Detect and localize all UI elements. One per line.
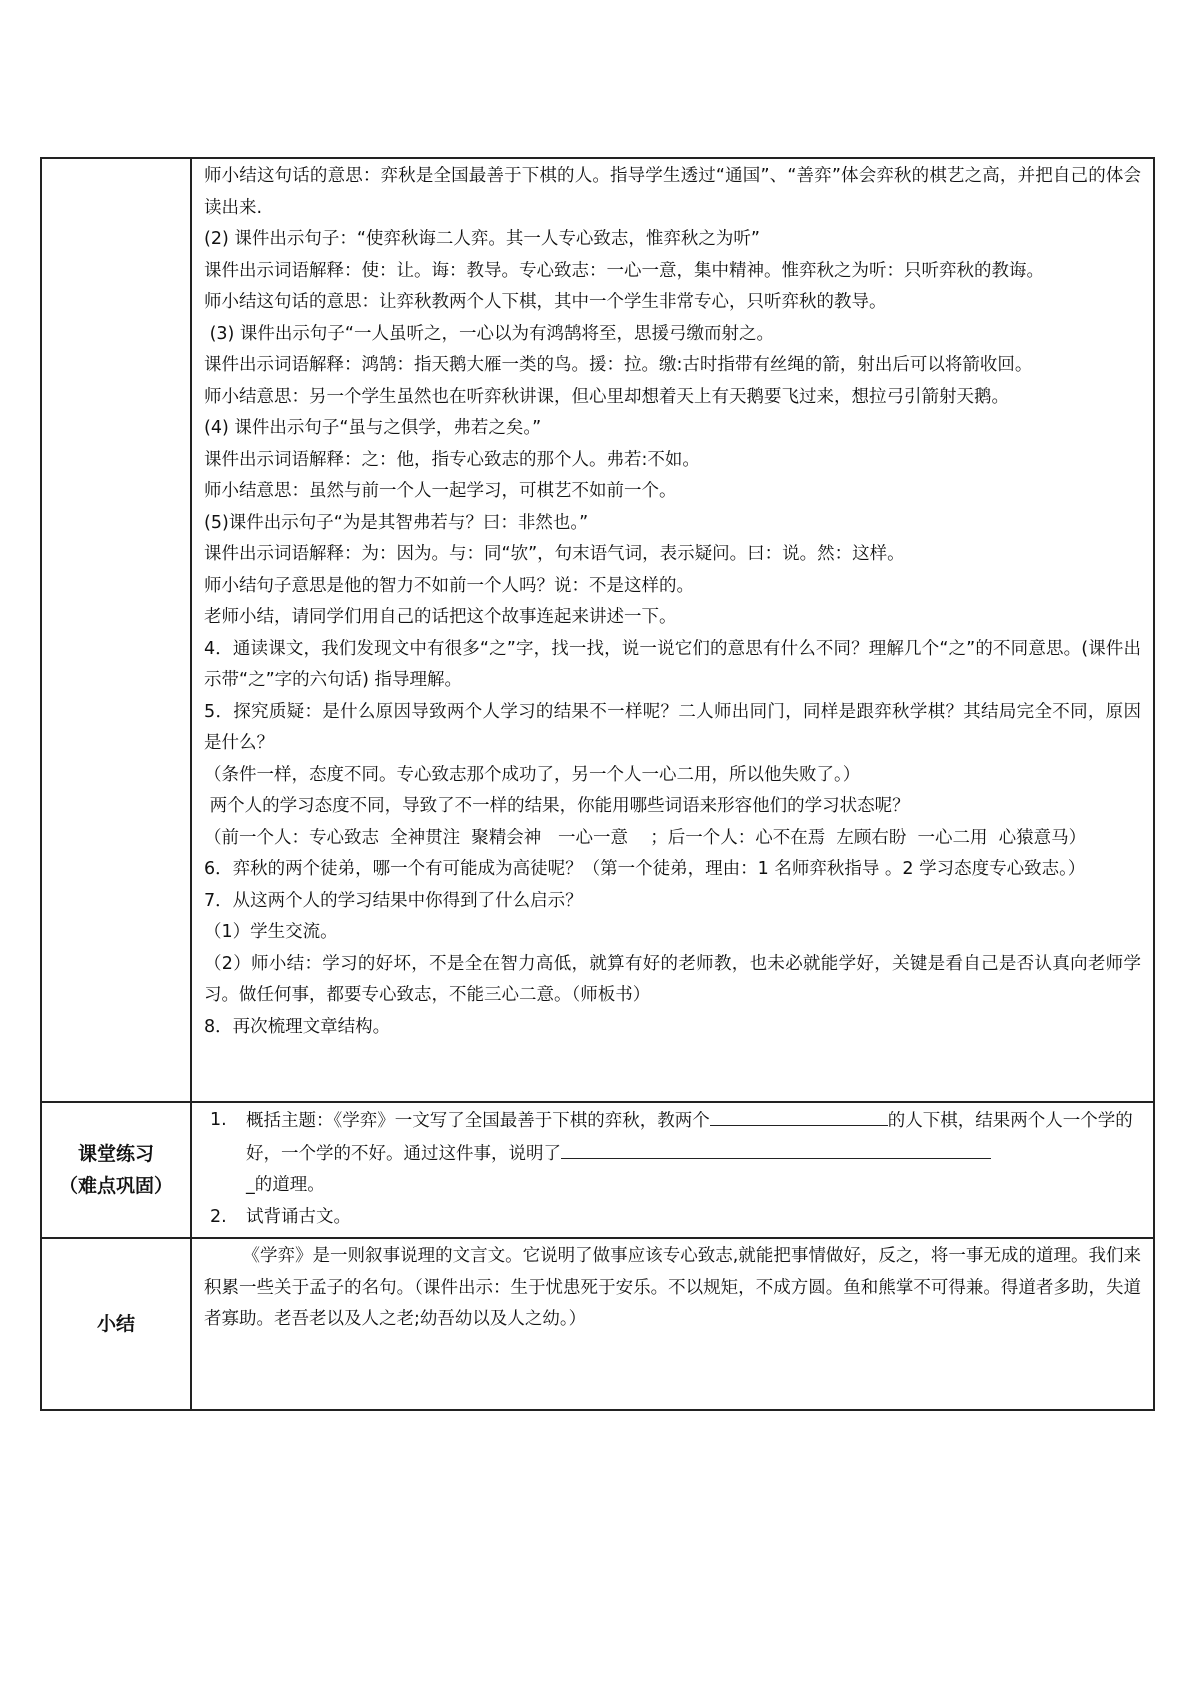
- practice-label: 课堂练习: [77, 1143, 154, 1165]
- exercise-number: 2.: [210, 1206, 227, 1227]
- content-line: 两个人的学习态度不同，导致了不一样的结果，你能用哪些词语来形容他们的学习状态呢？: [204, 796, 910, 816]
- content-line: （条件一样，态度不同。专心致志那个成功了，另一个人一心二用，所以他失败了。）: [204, 764, 861, 785]
- content-line: 课件出示词语解释：为：因为。与：同“欤”，句末语气词，表示疑问。曰：说。然：这样。: [204, 544, 905, 564]
- content-line: 5．探究质疑：是什么原因导致两个人学习的结果不一样呢？二人师出同门，同样是跟弈秋学棋？其结局完全不同，原因是什么？: [204, 701, 1141, 753]
- lesson-plan-table: [40, 157, 1155, 1411]
- content-line: 老师小结，请同学们用自己的话把这个故事连起来讲述一下。: [204, 607, 677, 627]
- content-line: 6．弈秋的两个徒弟，哪一个有可能成为高徒呢？（第一个徒弟，理由：1 名师弈秋指导 。2 学习态度专心致志。）: [204, 859, 1086, 879]
- process-row: [41, 158, 1154, 1102]
- process-label-cell: [41, 158, 191, 1102]
- practice-content-cell: [191, 1102, 1154, 1238]
- content-line: 师小结意思：另一个学生虽然也在听弈秋讲课，但心里却想着天上有天鹅要飞过来，想拉弓引箭射天鹅。: [204, 386, 1009, 407]
- exercise-text-part: 概括主题：《学弈》一文写了全国最善于下棋的弈秋，教两个: [246, 1111, 710, 1131]
- fill-blank[interactable]: [561, 1138, 991, 1159]
- content-line: 8．再次梳理文章结构。: [204, 1016, 391, 1037]
- content-line: 师小结这句话的意思：让弈秋教两个人下棋，其中一个学生非常专心，只听弈秋的教导。: [204, 292, 887, 312]
- content-line: （2）师小结：学习的好坏，不是全在智力高低，就算有好的老师教，也未必就能学好，关键是看自己是否认真向老师学习。做任何事，都要专心致志，不能三心二意。（师板书）: [204, 953, 1141, 1005]
- content-line: 课件出示词语解释：之：他，指专心致志的那个人。弗若:不如。: [204, 449, 700, 470]
- fill-blank[interactable]: [710, 1105, 888, 1126]
- practice-sublabel: （难点巩固）: [58, 1175, 173, 1197]
- content-line: 师小结这句话的意思：弈秋是全国最善于下棋的人。指导学生透过“通国”、“善弈”体会弈秋的棋艺之高，并把自己的体会读出来.: [204, 166, 1141, 218]
- exercise-text-part: _的道理。: [246, 1175, 325, 1195]
- practice-label-cell: [41, 1102, 191, 1238]
- exercise-text: 试背诵古文。: [246, 1206, 351, 1227]
- process-content-cell: [191, 158, 1154, 1102]
- summary-label-cell: [41, 1238, 191, 1410]
- summary-text: 《学弈》是一则叙事说理的文言文。它说明了做事应该专心致志,就能把事情做好，反之，将一事无成的道理。我们来积累一些关于孟子的名句。（课件出示：生于忧患死于安乐。不以规矩，不成方圆。鱼和熊掌不可得兼。得道者多助，失道者寡助。老吾老以及人之老;幼吾幼以及人之幼。）: [204, 1246, 1141, 1329]
- exercise-item: [204, 1202, 1141, 1234]
- content-line: 4．通读课文，我们发现文中有很多“之”字，找一找，说一说它们的意思有什么不同？理解几个“之”的不同意思。(课件出示带“之”字的六句话) 指导理解。: [204, 638, 1141, 690]
- exercise-text: [246, 1105, 1141, 1202]
- content-line: (3) 课件出示句子“一人虽听之，一心以为有鸿鹄将至，思援弓缴而射之。: [204, 323, 774, 344]
- content-line: 7．从这两个人的学习结果中你得到了什么启示？: [204, 890, 583, 911]
- summary-row: [41, 1238, 1154, 1410]
- content-line: 课件出示词语解释：鸿鹄：指天鹅大雁一类的鸟。援：拉。缴:古时指带有丝绳的箭，射出后可以将箭收回。: [204, 355, 1033, 375]
- content-line: 课件出示词语解释：使：让。诲：教导。专心致志：一心一意，集中精神。惟弈秋之为听：只听弈秋的教诲。: [204, 260, 1044, 281]
- content-line: （1）学生交流。: [204, 922, 338, 942]
- practice-row: [41, 1102, 1154, 1238]
- exercise-item: [204, 1105, 1141, 1202]
- content-line: （前一个人：专心致志 全神贯注 聚精会神 一心一意 ；后一个人：心不在焉 左顾右盼 一心二用 心猿意马）: [204, 827, 1087, 848]
- summary-content-cell: [191, 1238, 1154, 1410]
- exercise-number: 1.: [210, 1110, 227, 1130]
- exercise-text-part: 的人下棋，结果两个人一个学的好，一个学的不好。通过这件事，说明了: [246, 1111, 1133, 1164]
- content-line: 师小结意思：虽然与前一个人一起学习，可棋艺不如前一个。: [204, 481, 677, 501]
- summary-label: 小结: [96, 1313, 135, 1335]
- content-line: (5)课件出示句子“为是其智弗若与？曰：非然也。”: [204, 512, 589, 533]
- content-line: 师小结句子意思是他的智力不如前一个人吗？说：不是这样的。: [204, 575, 694, 596]
- content-line: (4) 课件出示句子“虽与之俱学，弗若之矣。”: [204, 418, 542, 438]
- content-line: (2) 课件出示句子：“使弈秋诲二人弈。其一人专心致志，惟弈秋之为听”: [204, 229, 760, 249]
